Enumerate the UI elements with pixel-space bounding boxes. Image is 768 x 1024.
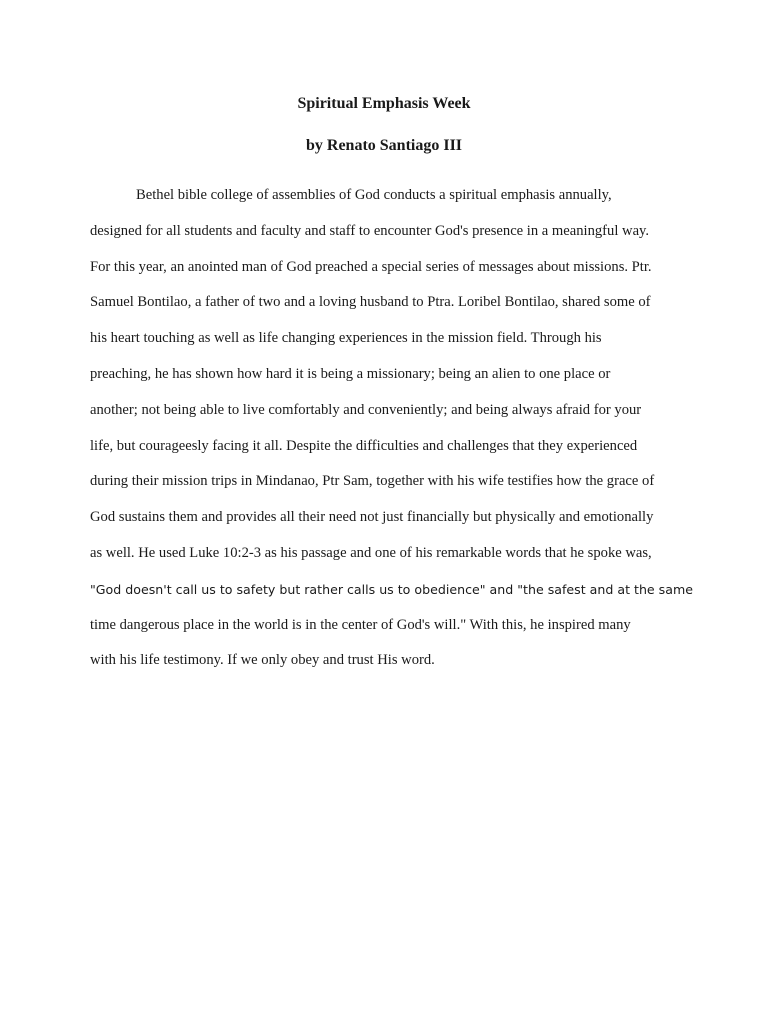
document-byline: by Renato Santiago III bbox=[305, 137, 463, 154]
paragraph-line: Bethel bible college of assemblies of God conducts a spiritual emphasis annually, bbox=[136, 187, 612, 203]
paragraph-line: God sustains them and provides all their need not just financially but physically and emotionally bbox=[90, 509, 654, 526]
paragraph-line: time dangerous place in the world is in the center of God's will." With this, he inspired many bbox=[90, 616, 631, 633]
body-paragraph bbox=[90, 178, 693, 679]
paragraph-line: For this year, an anointed man of God preached a special series of messages about missions. Ptr. bbox=[90, 258, 652, 275]
paragraph-line: preaching, he has shown how hard it is being a missionary; being an alien to one place or bbox=[90, 365, 611, 382]
paragraph-line-quote: "God doesn't call us to safety but rather calls us to obedience" and "the safest and at the same bbox=[90, 581, 693, 597]
paragraph-line: another; not being able to live comfortably and conveniently; and being always afraid for your bbox=[90, 401, 642, 418]
document-title: Spiritual Emphasis Week bbox=[297, 95, 471, 112]
paragraph-line: Samuel Bontilao, a father of two and a loving husband to Ptra. Loribel Bontilao, shared some of bbox=[90, 294, 651, 311]
paragraph-line: during their mission trips in Mindanao, Ptr Sam, together with his wife testifies how the grace of bbox=[90, 473, 655, 490]
paragraph-line: as well. He used Luke 10:2-3 as his passage and one of his remarkable words that he spoke was, bbox=[90, 544, 652, 561]
paragraph-line: his heart touching as well as life changing experiences in the mission field. Through his bbox=[90, 330, 602, 347]
paragraph-line: designed for all students and faculty and staff to encounter God's presence in a meaningful way. bbox=[90, 222, 650, 239]
paragraph-line: life, but courageesly facing it all. Despite the difficulties and challenges that they experienced bbox=[90, 437, 638, 454]
paragraph-line: with his life testimony. If we only obey and trust His word. bbox=[90, 652, 435, 669]
